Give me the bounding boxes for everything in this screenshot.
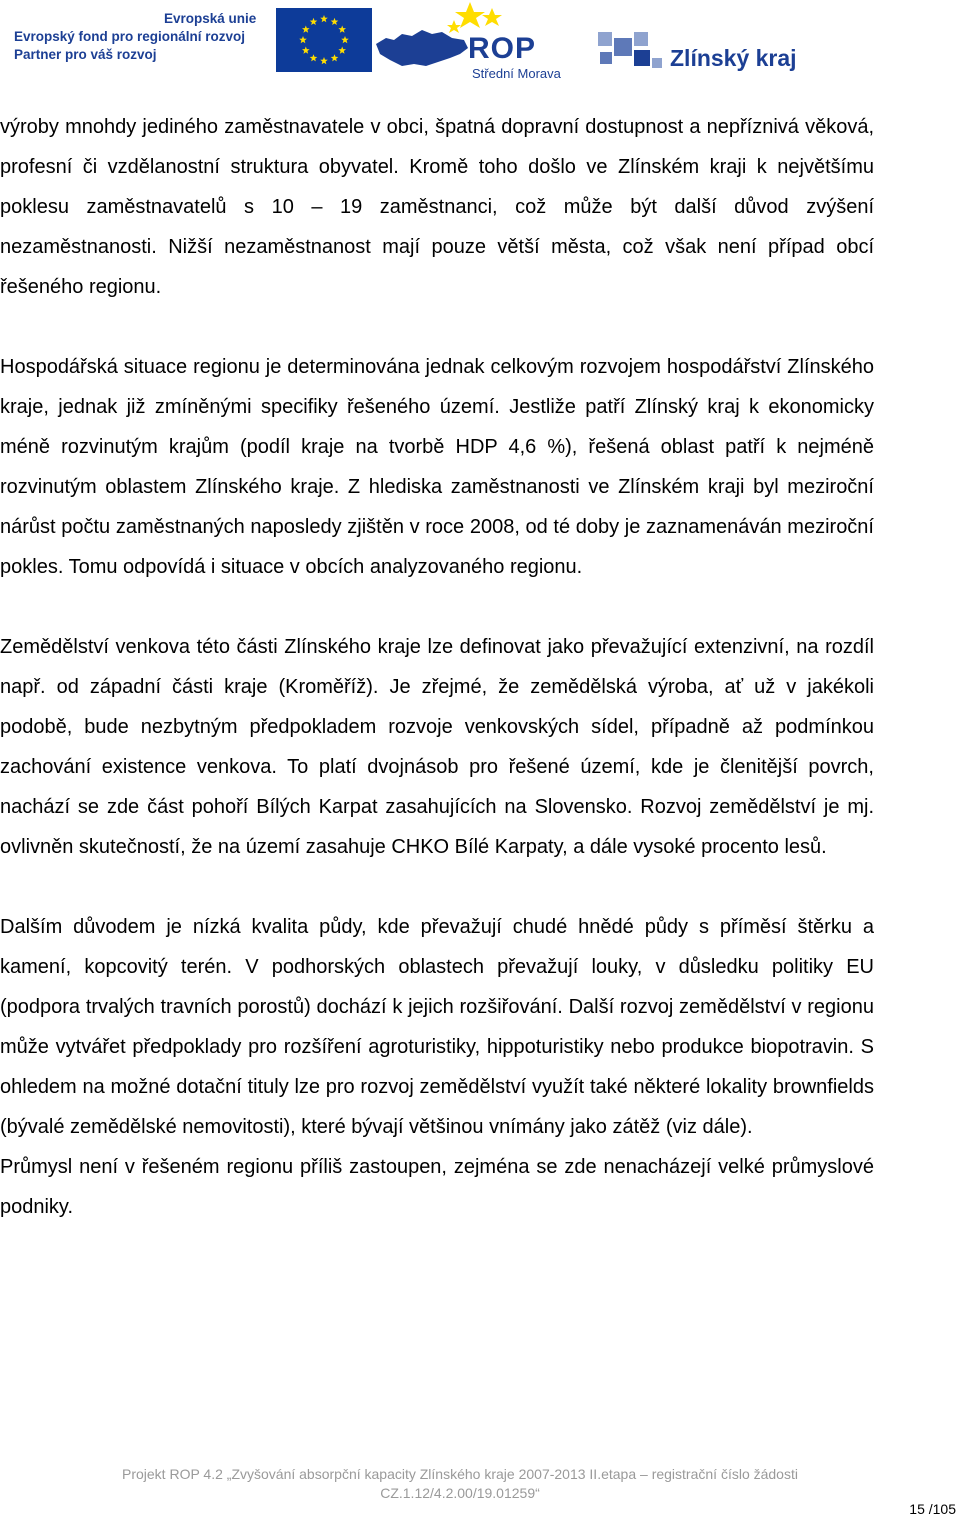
paragraph-agriculture: Zemědělství venkova této části Zlínského kraje lze definovat jako převažující extenzivní, na rozdíl např. od západní části kraje (Kroměříž). Je zřejmé, že zemědělská výroba, ať už v jakékoli podobě, bude nezbytným předpokladem rozvoje venkovských sídel, případně až podmínkou zachování existence venkova. To platí dvojnásob pro řešené území, kde je členitější povrch, nachází se zde část pohoří Bílých Karpat zasahujících na Slovensko. Rozvoj zemědělství je mj. ovlivněn skutečností, že na území zasahuje CHKO Bílé Karpaty, a dále vysoké procento lesů. [0, 636, 874, 858]
document-body [0, 107, 874, 1227]
page-header [0, 0, 960, 90]
paragraph-industry: Průmysl není v řešeném regionu příliš zastoupen, zejména se zde nenacházejí velké průmyslové podniky. [0, 1156, 874, 1218]
paragraph-economy: Hospodářská situace regionu je determinována jednak celkovým rozvojem hospodářství Zlínského kraje, jednak již zmíněnými specifiky řešeného území. Jestliže patří Zlínský kraj k ekonomicky méně rozvinutým krajům (podíl kraje na tvorbě HDP 4,6 %), řešená oblast patří k nejméně rozvinutým oblastem Zlínského kraje. Z hlediska zaměstnanosti ve Zlínském kraji byl meziroční nárůst počtu zaměstnaných naposledy zjištěn v roce 2008, od té doby je zaznamenáván meziroční pokles. Tomu odpovídá i situace v obcích analyzovaného regionu. [0, 356, 874, 578]
eu-flag-icon [276, 8, 372, 72]
eu-fund-name: Evropský fond pro regionální rozvoj [14, 29, 246, 44]
region-name: Zlínský kraj [670, 45, 797, 71]
footer-registration-number: CZ.1.12/4.2.00/19.01259“ [380, 1485, 540, 1501]
rop-title: ROP [468, 32, 537, 65]
page-number: 15 /105 [909, 1501, 956, 1517]
rop-subtitle: Střední Morava [472, 66, 561, 81]
paragraph-unemployment: výroby mnohdy jediného zaměstnavatele v obci, špatná dopravní dostupnost a nepříznivá věková, profesní či vzdělanostní struktura obyvatel. Kromě toho došlo ve Zlínském kraji k největšímu poklesu zaměstnavatelů s 10 – 19 zaměstnanci, což může být další důvod zvýšení nezaměstnanosti. Nižší nezaměstnanost mají pouze větší města, což však není případ obcí řešeného regionu. [0, 116, 874, 298]
eu-slogan: Partner pro váš rozvoj [14, 47, 157, 62]
eu-logo-text [14, 10, 270, 64]
zlin-region-logo-icon [598, 32, 664, 74]
paragraph-soil-quality: Dalším důvodem je nízká kvalita půdy, kde převažují chudé hnědé půdy s příměsí štěrku a kamení, kopcovitý terén. V podhorských oblastech převažují louky, v důsledku politiky EU (podpora trvalých travních porostů) dochází k jejich rozšiřování. Další rozvoj zemědělství v regionu může vytvářet předpoklady pro rozšíření agroturistiky, hippoturistiky nebo produkce biopotravin. S ohledem na možné dotační tituly lze pro rozvoj zemědělství využít také některé lokality brownfields (bývalé zemědělské nemovitosti), které bývají většinou vnímány jako zátěž (viz dále). [0, 916, 874, 1138]
eu-title: Evropská unie [164, 11, 257, 26]
page-footer [0, 1465, 960, 1503]
footer-project-line: Projekt ROP 4.2 „Zvyšování absorpční kapacity Zlínského kraje 2007-2013 II.etapa – registrační číslo žádosti [122, 1466, 798, 1482]
